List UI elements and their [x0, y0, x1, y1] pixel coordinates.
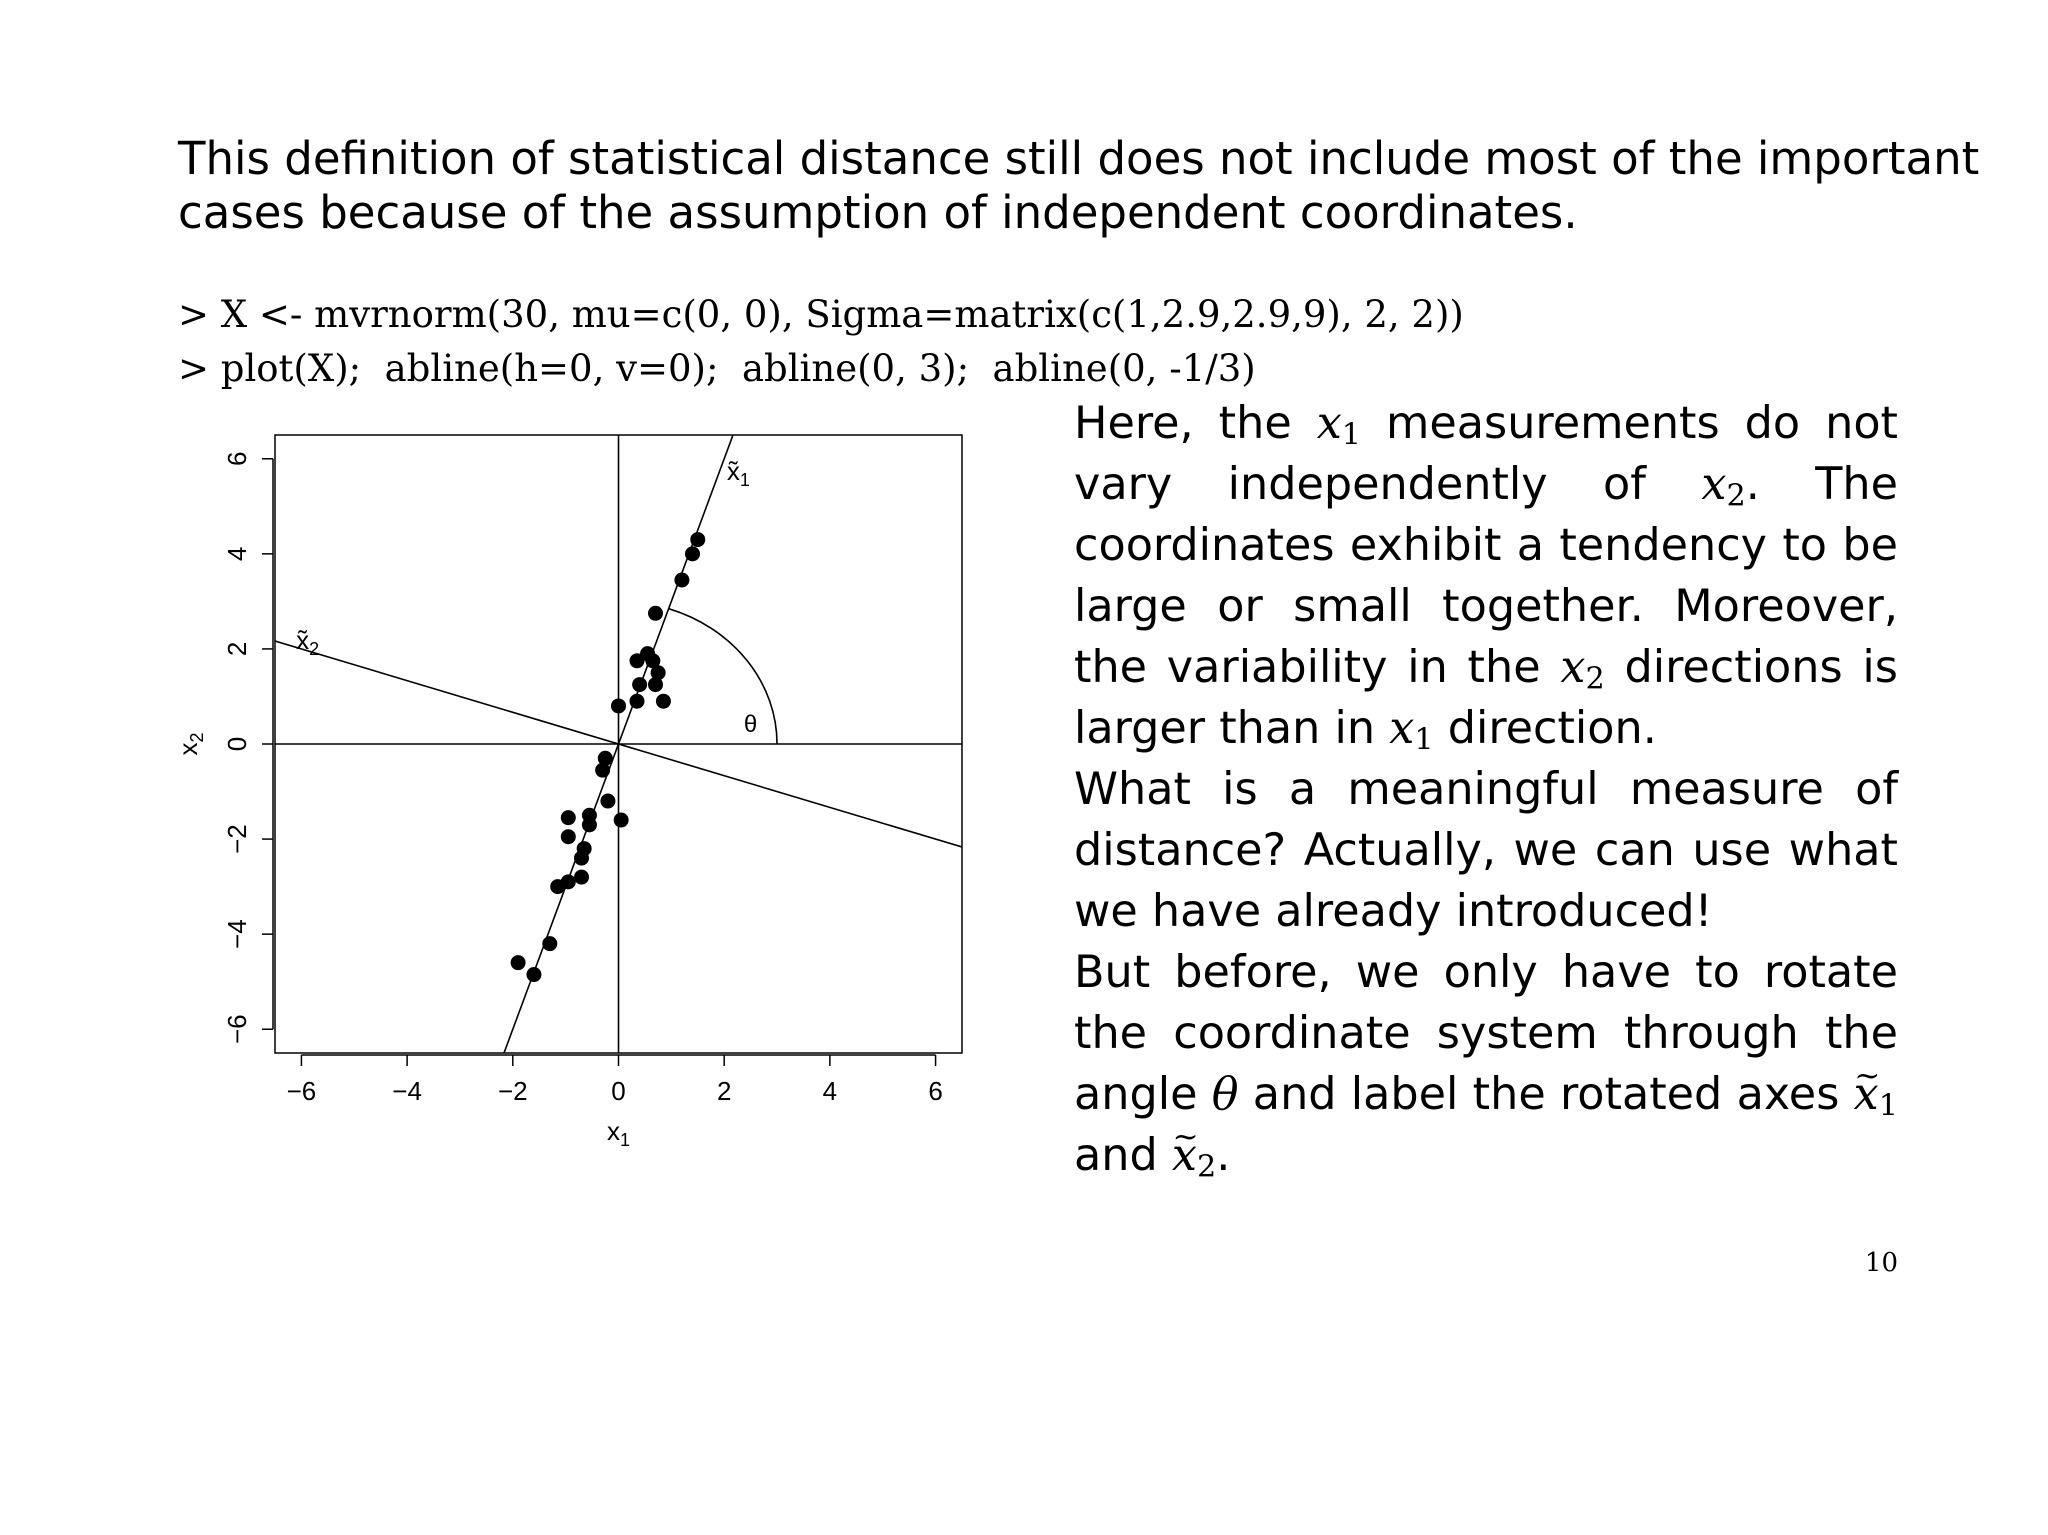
data-point: [648, 606, 663, 621]
math-x1: $x_1$: [1389, 703, 1434, 758]
x1-tilde-label: $x̃_1$: [726, 456, 750, 491]
math-x1-tilde: ~ $x_1$: [1854, 1069, 1898, 1120]
page-number: 10: [1864, 1248, 1898, 1278]
data-points: [511, 532, 706, 982]
x-tick-label: 4: [822, 1076, 838, 1106]
y-axis: [173, 452, 273, 1045]
data-point: [600, 794, 615, 809]
explanation-paragraph-1: Here, the $x_1$ measurements do not vary independently of $x_2$. The coordinates exhibit a tendency to be large or small together. Moreover, the variability in the $x_2$ directions is larger than in $x_1$ direction.: [1074, 398, 1898, 758]
y-tick-label: −2: [222, 824, 252, 854]
explanation-paragraph-3: But before, we only have to rotate the coordinate system through the angle θ and label the rotated axes ~ $x_1$ and ~ $x_2$.: [1074, 942, 1898, 1186]
y-tick-label: 0: [222, 736, 252, 752]
data-point: [526, 967, 541, 982]
x-tick-label: 0: [611, 1076, 626, 1106]
data-point: [611, 698, 626, 713]
annotations: [296, 456, 777, 744]
x-tick-label: 2: [716, 1076, 732, 1106]
data-point: [674, 572, 689, 587]
intro-paragraph: [178, 132, 1980, 240]
data-point: [561, 829, 576, 844]
data-point: [561, 810, 576, 825]
data-point: [511, 955, 526, 970]
code-line-2: > plot(X); abline(h=0, v=0); abline(0, 3); abline(0, -1/3): [178, 347, 1256, 390]
data-point: [582, 808, 597, 823]
y-tick-label: 6: [222, 451, 252, 467]
x-tick-label: 6: [928, 1076, 943, 1106]
x2-tilde-label: $x̃_2$: [296, 624, 320, 659]
x-tick-label: −2: [497, 1076, 528, 1106]
data-point: [629, 694, 644, 709]
scatter-plot-figure: [160, 420, 1000, 1170]
math-x2: $x_2$: [1701, 459, 1746, 514]
data-point: [598, 751, 613, 766]
data-point: [685, 546, 700, 561]
data-point: [542, 936, 557, 951]
intro-line-1: This definition of statistical distance still does not include most of the important: [178, 132, 1980, 185]
math-x2: $x_2$: [1560, 642, 1605, 697]
theta-angle-arc: [669, 609, 777, 744]
code-line-1: > X <- mvrnorm(30, mu=c(0, 0), Sigma=matrix(c(1,2.9,2.9,9), 2, 2)): [178, 293, 1464, 336]
intro-line-2: cases because of the assumption of independent coordinates.: [178, 186, 1578, 239]
math-x2-tilde: ~ $x_2$: [1172, 1130, 1216, 1181]
y-tick-label: 2: [222, 641, 252, 657]
y-tick-label: −4: [222, 919, 252, 949]
x-axis-label: $x_1$: [606, 1116, 631, 1150]
data-point: [561, 874, 576, 889]
data-point: [690, 532, 705, 547]
explanation-paragraph-2: What is a meaningful measure of distance? Actually, we can use what we have already introduced!: [1074, 764, 1898, 937]
y-axis-label: $x_2$: [173, 732, 207, 756]
math-x1: $x_1$: [1316, 398, 1362, 453]
x-axis: [287, 1055, 943, 1150]
data-point: [640, 646, 655, 661]
data-point: [656, 694, 671, 709]
explanation-text: [1074, 393, 1898, 1186]
data-point: [614, 813, 629, 828]
scatter-plot: [160, 420, 1000, 1170]
theta-label: θ: [743, 711, 758, 739]
y-tick-label: −6: [222, 1014, 252, 1045]
data-point: [574, 870, 589, 885]
data-point: [632, 677, 647, 692]
y-tick-label: 4: [222, 546, 252, 562]
x-tick-label: −4: [392, 1076, 422, 1106]
math-theta: θ: [1211, 1069, 1239, 1120]
x-tick-label: −6: [286, 1076, 317, 1106]
data-point: [577, 841, 592, 856]
